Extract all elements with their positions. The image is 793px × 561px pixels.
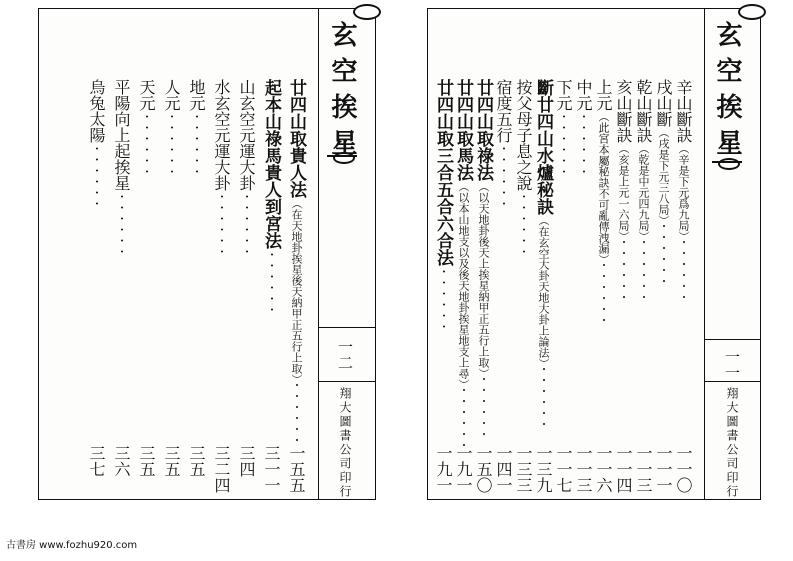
toc-page-number: 三四 [237,445,256,477]
leader-dots: ・・・・・・ [457,384,470,451]
divider [318,381,375,382]
toc-entry [160,79,182,177]
folio-number: 一一 [723,349,741,381]
toc-entry-label: 中元 [574,79,593,111]
toc-page-number: 一一六 [594,445,613,493]
toc-entry [572,79,594,177]
toc-page-number: 一一七 [554,445,573,493]
leader-dots: ・・・・・・ [115,191,128,257]
leader-dots: ・・・・・・ [677,236,690,303]
toc-page-number: 一一三 [574,445,593,493]
toc-page-number: 三二四 [212,445,231,493]
toc-entry [672,79,694,303]
toc-entry-label: 上元 [594,79,613,111]
toc-page-number: 一一四 [614,445,633,493]
toc-entry-note: （在天地卦挨星後天納甲正五行上取） [290,198,303,380]
toc-entry-label: 廿四山取三合五合六合法 [433,79,453,266]
left-page [38,8,376,500]
publisher-imprint: 翔大圖書公司印行 [338,387,352,499]
toc-entry [472,79,494,440]
toc-page-number: 一三九 [534,445,553,493]
toc-entry-note: （以天地卦後天上挨星納甲正五行上取） [477,181,490,374]
leader-dots: ・・・・・・ [537,363,550,430]
toc-entry-label: 按父母子息之說 [514,79,533,191]
toc-entry-note: （亥是上元一六局） [617,143,630,237]
leader-dots: ・・・・・・ [597,259,610,326]
toc-entry-note: （辛是下元爲九局） [677,143,690,237]
toc-entry-label: 亥山斷訣 [614,79,633,143]
toc-page-number: 一九一 [434,445,453,493]
leader-dots: ・・・・・・ [577,111,590,177]
leader-dots: ・・・・・・ [215,191,228,257]
toc-page-number: 一一一 [654,445,673,493]
flower-ornament-icon [327,149,357,163]
toc-page-number: 三五 [137,445,156,477]
toc-entry-label: 起本山祿馬貴人到宮法 [261,79,281,249]
book-title: 玄空挨星 [712,21,742,165]
leader-dots: ・・・・・・ [497,143,510,209]
toc-entry [432,79,454,332]
toc-page-number: 三七 [87,445,106,477]
toc-page-number: 三一一 [262,445,281,493]
divider [318,327,375,328]
right-page [427,8,761,500]
toc-page-number: 一一三 [634,445,653,493]
toc-page-number: 三六 [112,445,131,477]
site-footer: 古書房 www.fozhu920.com [6,540,138,551]
flower-ornament-icon [712,155,742,169]
toc-entry [512,79,534,257]
toc-entry-label: 廿四山取祿法 [473,79,493,181]
toc-entry [532,79,554,430]
toc-entry [235,79,257,257]
leader-dots: ・・・・・・ [517,191,530,257]
toc-entry-label: 辛山斷訣 [674,79,693,143]
toc-entry-label: 斷廿四山水爐秘訣 [533,79,553,215]
leader-dots: ・・・・・・ [240,191,253,257]
toc-entry-label: 宿度五行 [494,79,513,143]
toc-entry [452,79,474,451]
toc-entry-label: 戌山斷 [654,79,673,127]
toc-entry-note: （此宮本屬秘訣不可亂傳洩漏） [597,111,610,260]
toc-entry-label: 烏兔太陽 [87,79,106,143]
margin-rule [318,9,319,499]
toc-page-number: 一五〇 [474,445,493,493]
toc-entry-note: （在玄空大卦天地大卦上論法） [537,215,550,364]
toc-entry [592,79,614,326]
leader-dots: ・・・・・・ [165,111,178,177]
leader-dots: ・・・・・・ [265,249,278,315]
leader-dots: ・・・・・・ [90,143,103,209]
leader-dots: ・・・・・・ [617,236,630,303]
toc-page-number: 三五 [187,445,206,477]
toc-page-number: 一一〇 [674,445,693,493]
toc-entry-label: 水玄空元運大卦 [212,79,231,191]
toc-entry [210,79,232,257]
toc-entry-note: （戌是下元三八局） [657,127,670,221]
toc-entry [492,79,514,209]
toc-entry-label: 廿四山取貴人法 [286,79,306,198]
corner-ornament [738,4,766,20]
toc-page-number: 一九一 [454,445,473,493]
divider [704,381,760,382]
publisher-imprint: 翔大圖書公司印行 [725,387,739,499]
toc-entry-label: 地元 [187,79,206,111]
margin-rule [704,9,705,499]
toc-entry [552,79,574,177]
toc-entry [632,79,654,303]
toc-entry [135,79,157,177]
leader-dots: ・・・・・・ [140,111,153,177]
toc-entry-label: 乾山斷訣 [634,79,653,143]
toc-entry [652,79,674,287]
leader-dots: ・・・・・・ [657,220,670,287]
toc-entry-label: 下元 [554,79,573,111]
toc-entry-note: （乾是中元四九局） [637,143,650,237]
divider [704,339,760,340]
leader-dots: ・・・・・・ [437,266,450,332]
leader-dots: ・・・・・・ [557,111,570,177]
toc-entry-label: 山玄空元運大卦 [237,79,256,191]
toc-page-number: 一五五 [287,445,306,493]
leader-dots: ・・・・・・ [637,236,650,303]
toc-entry-note: （以本山地支以及後天地卦挨星地支上尋） [457,181,470,385]
toc-entry-label: 天元 [137,79,156,111]
toc-entry [185,79,207,177]
book-title: 玄空挨星 [327,21,357,165]
toc-entry-label: 平陽向上起挨星 [112,79,131,191]
toc-page-number: 一三三 [514,445,533,493]
toc-page-number: 三五 [162,445,181,477]
toc-entry [260,79,282,315]
toc-entry [110,79,132,257]
toc-entry-label: 廿四山取馬法 [453,79,473,181]
corner-ornament [353,4,381,20]
toc-entry-label: 人元 [162,79,181,111]
leader-dots: ・・・・・・ [477,373,490,440]
toc-entry [612,79,634,303]
folio-number: 一二 [336,339,354,371]
leader-dots: ・・・・・・ [290,379,303,446]
leader-dots: ・・・・・・ [190,111,203,177]
toc-entry [85,79,107,209]
toc-entry [285,79,307,446]
toc-page-number: 一四一 [494,445,513,493]
